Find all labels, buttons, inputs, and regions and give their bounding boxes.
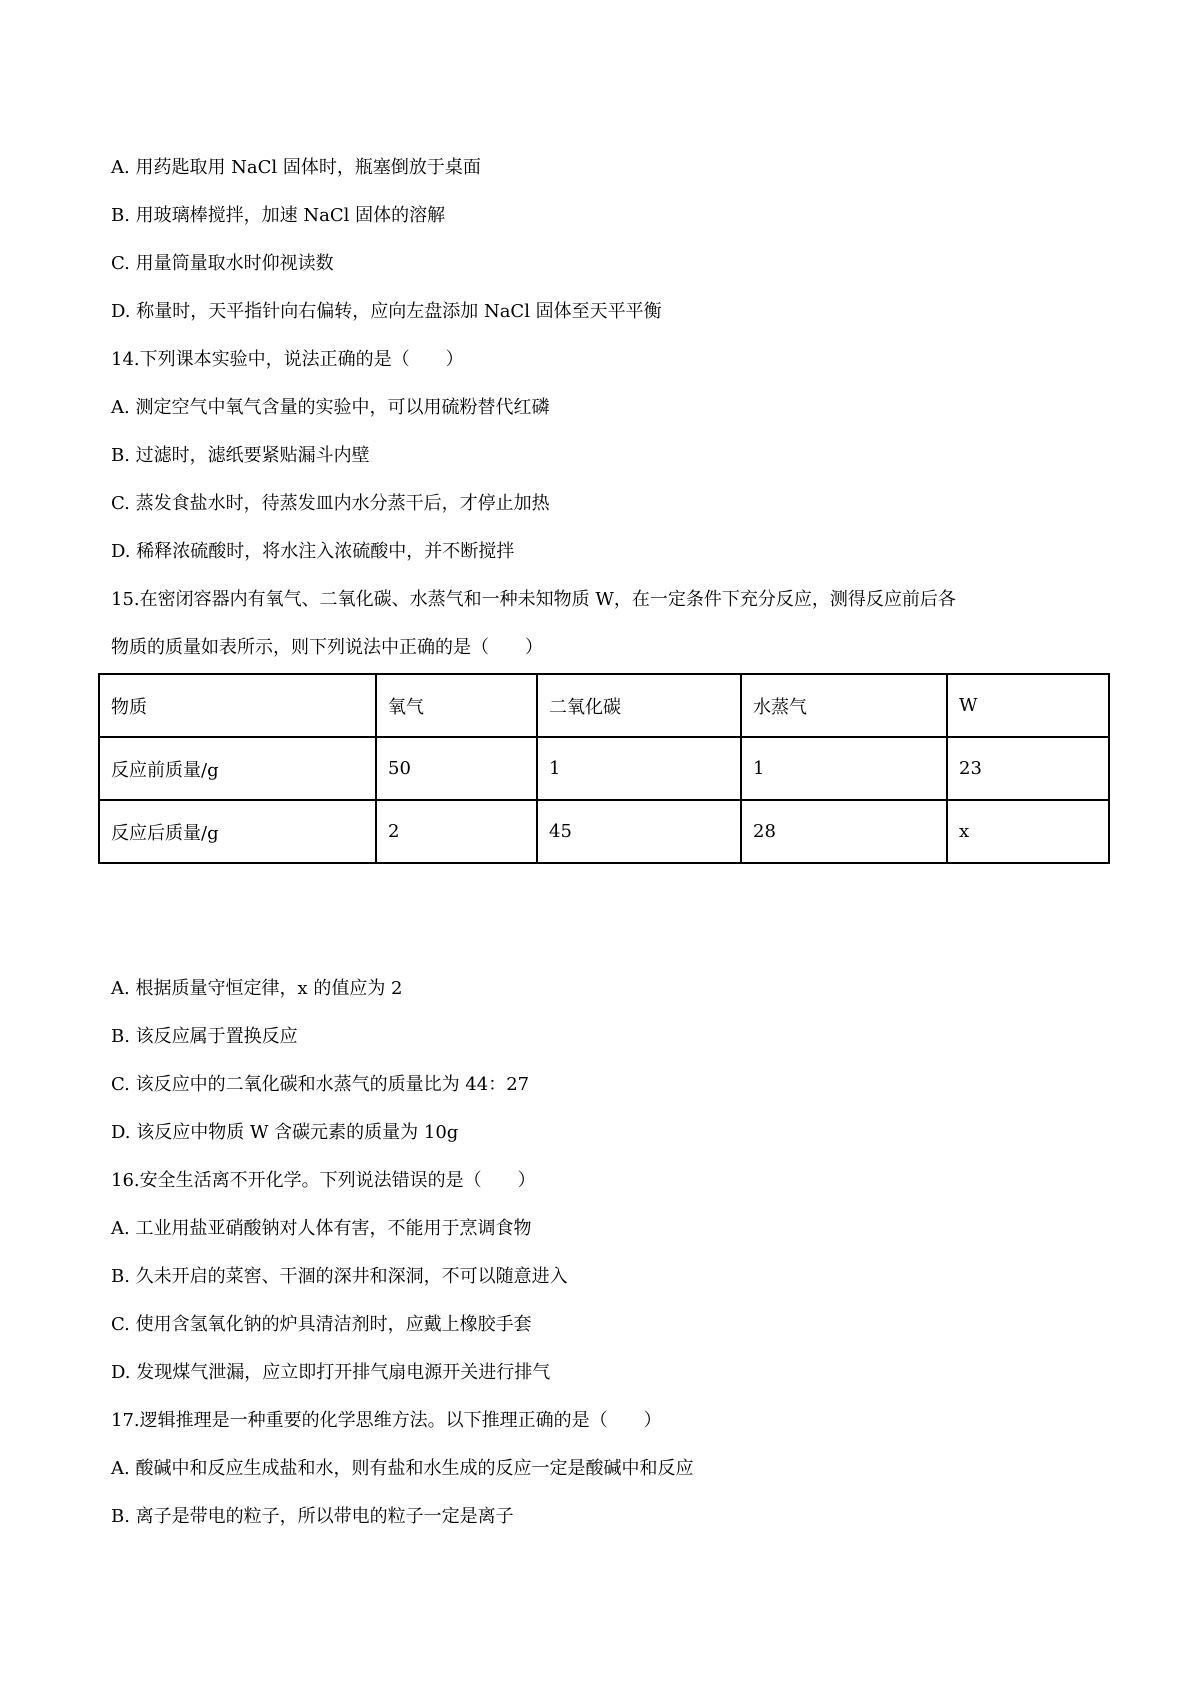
table-header-cell: 物质 <box>99 674 376 737</box>
q15-option-d: D. 该反应中物质 W 含碳元素的质量为 10g <box>111 1122 459 1143</box>
table-header-cell: W <box>947 674 1109 737</box>
q15-option-b: B. 该反应属于置换反应 <box>111 1026 298 1047</box>
table-cell: 2 <box>376 800 537 863</box>
table-cell: 50 <box>376 737 537 800</box>
table-cell: x <box>947 800 1109 863</box>
table-row <box>99 800 1109 863</box>
q15-option-c: C. 该反应中的二氧化碳和水蒸气的质量比为 44：27 <box>111 1074 530 1095</box>
q14-option-a: A. 测定空气中氧气含量的实验中，可以用硫粉替代红磷 <box>111 397 550 418</box>
q17-option-a: A. 酸碱中和反应生成盐和水，则有盐和水生成的反应一定是酸碱中和反应 <box>111 1458 694 1479</box>
q13-option-d: D. 称量时，天平指针向右偏转，应向左盘添加 NaCl 固体至天平平衡 <box>111 301 662 322</box>
table-row <box>99 737 1109 800</box>
q15-option-a: A. 根据质量守恒定律，x 的值应为 2 <box>111 978 403 999</box>
table-cell: 1 <box>741 737 947 800</box>
table-cell: 23 <box>947 737 1109 800</box>
table-cell: 1 <box>537 737 741 800</box>
q14-option-b: B. 过滤时，滤纸要紧贴漏斗内壁 <box>111 445 370 466</box>
table-cell: 45 <box>537 800 741 863</box>
q15-stem-line1: 15.在密闭容器内有氧气、二氧化碳、水蒸气和一种未知物质 W，在一定条件下充分反应，测得反应前后各 <box>111 589 956 610</box>
q16-option-c: C. 使用含氢氧化钠的炉具清洁剂时，应戴上橡胶手套 <box>111 1314 532 1335</box>
q17-stem: 17.逻辑推理是一种重要的化学思维方法。以下推理正确的是（ ） <box>111 1410 662 1431</box>
q16-option-a: A. 工业用盐亚硝酸钠对人体有害，不能用于烹调食物 <box>111 1218 532 1239</box>
q13-option-b: B. 用玻璃棒搅拌，加速 NaCl 固体的溶解 <box>111 205 446 226</box>
table-header-cell: 水蒸气 <box>741 674 947 737</box>
table-cell: 反应前质量/g <box>99 737 376 800</box>
q14-stem: 14.下列课本实验中，说法正确的是（ ） <box>111 349 464 370</box>
q16-option-d: D. 发现煤气泄漏，应立即打开排气扇电源开关进行排气 <box>111 1362 551 1383</box>
table-header-row <box>99 674 1109 737</box>
table-header-cell: 氧气 <box>376 674 537 737</box>
q15-stem-line2: 物质的质量如表所示，则下列说法中正确的是（ ） <box>111 637 543 658</box>
table-cell: 28 <box>741 800 947 863</box>
q14-option-c: C. 蒸发食盐水时，待蒸发皿内水分蒸干后，才停止加热 <box>111 493 550 514</box>
table-cell: 反应后质量/g <box>99 800 376 863</box>
q16-option-b: B. 久未开启的菜窖、干涸的深井和深洞，不可以随意进入 <box>111 1266 568 1287</box>
q17-option-b: B. 离子是带电的粒子，所以带电的粒子一定是离子 <box>111 1506 514 1527</box>
mass-table <box>98 673 1110 864</box>
q14-option-d: D. 稀释浓硫酸时，将水注入浓硫酸中，并不断搅拌 <box>111 541 515 562</box>
q13-option-c: C. 用量筒量取水时仰视读数 <box>111 253 334 274</box>
q13-option-a: A. 用药匙取用 NaCl 固体时，瓶塞倒放于桌面 <box>111 157 481 178</box>
q16-stem: 16.安全生活离不开化学。下列说法错误的是（ ） <box>111 1170 536 1191</box>
table-header-cell: 二氧化碳 <box>537 674 741 737</box>
